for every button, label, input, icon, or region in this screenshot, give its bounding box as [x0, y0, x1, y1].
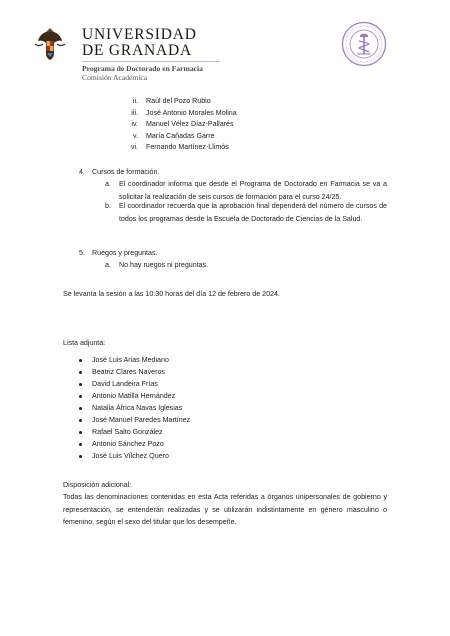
bullet-icon	[79, 383, 82, 386]
university-name	[82, 27, 197, 59]
bullet-icon	[79, 431, 82, 434]
header-divider	[82, 61, 220, 62]
roman-item-v: María Cañadas Garre	[146, 132, 215, 140]
bullet-icon	[79, 359, 82, 362]
roman-num-iii: iii.	[131, 109, 138, 117]
university-crest-icon	[33, 26, 67, 62]
roman-num-vi: vi.	[130, 143, 138, 151]
item4-b-text: El coordinador recuerda que la aprobación final dependerá del número de cursos de todos los programas desde la Escuela de Doctorado de Ciencias de la Salud.	[119, 202, 387, 223]
item4-title: Cursos de formación.	[92, 168, 160, 176]
bullet-icon	[79, 455, 82, 458]
faculty-seal-icon	[341, 21, 387, 67]
bullet-icon	[79, 395, 82, 398]
program-title: Programa de Doctorado en Farmacia	[82, 64, 203, 73]
additional-text: Todas las denominaciones contenidas en esta Acta referidas a órganos unipersonales de gobierno y representación, se entenderán realizadas y se utilizarán indistintamente en género masculino o femenino, según el sexo del titular que los desempeñe.	[63, 493, 387, 526]
roman-item-iv: Manuel Vélez Díaz-Pallarés	[146, 120, 234, 128]
item5-a-text: No hay ruegos ni preguntas.	[119, 261, 209, 269]
attached-name-4: Antonio Matilla Hernández	[92, 392, 176, 400]
attached-name-8: Antonio Sánchez Pozo	[92, 440, 164, 448]
bullet-icon	[79, 407, 82, 410]
roman-num-iv: iv.	[131, 120, 138, 128]
item4-a-label: a.	[105, 180, 111, 188]
item5-title: Ruegos y preguntas.	[92, 249, 158, 257]
attached-name-6: José Manuel Paredes Martínez	[92, 416, 191, 424]
roman-item-iii: José Antonio Morales Molina	[146, 109, 237, 117]
roman-num-v: v.	[133, 132, 138, 140]
roman-num-ii: ii.	[132, 97, 138, 105]
additional-title: Disposición adicional:	[63, 481, 132, 489]
roman-item-vi: Fernando Martínez-Llimós	[146, 143, 229, 151]
item5-a-label: a.	[105, 261, 111, 269]
bullet-icon	[79, 443, 82, 446]
university-name-line1: UNIVERSIDAD	[82, 26, 197, 43]
bullet-icon	[79, 371, 82, 374]
attached-name-3: David Landeira Frías	[92, 380, 158, 388]
item4-number: 4.	[79, 168, 85, 176]
item4-b-label: b.	[105, 202, 111, 210]
attached-name-2: Beatriz Clares Naveros	[92, 368, 165, 376]
commission-name: Comisión Académica	[82, 73, 148, 82]
attached-name-7: Rafael Salto González	[92, 428, 163, 436]
attached-name-1: José Luis Arias Mediano	[92, 356, 169, 364]
item5-number: 5.	[79, 249, 85, 257]
item4-a-text: El coordinador informa que desde el Programa de Doctorado en Farmacia se va a solicitar la realización de seis cursos de formación para el curso 24/25.	[119, 180, 387, 201]
university-name-line2: DE GRANADA	[82, 42, 193, 59]
attached-list-title: Lista adjunta:	[63, 339, 106, 347]
bullet-icon	[79, 419, 82, 422]
attached-name-5: Natalia África Navas Iglesias	[92, 404, 183, 412]
roman-item-ii: Raúl del Pozo Rubio	[146, 97, 211, 105]
closing-statement: Se levanta la sesión a las 10:30 horas del día 12 de febrero de 2024.	[63, 290, 280, 298]
attached-name-9: José Luis Vílchez Quero	[92, 452, 169, 460]
